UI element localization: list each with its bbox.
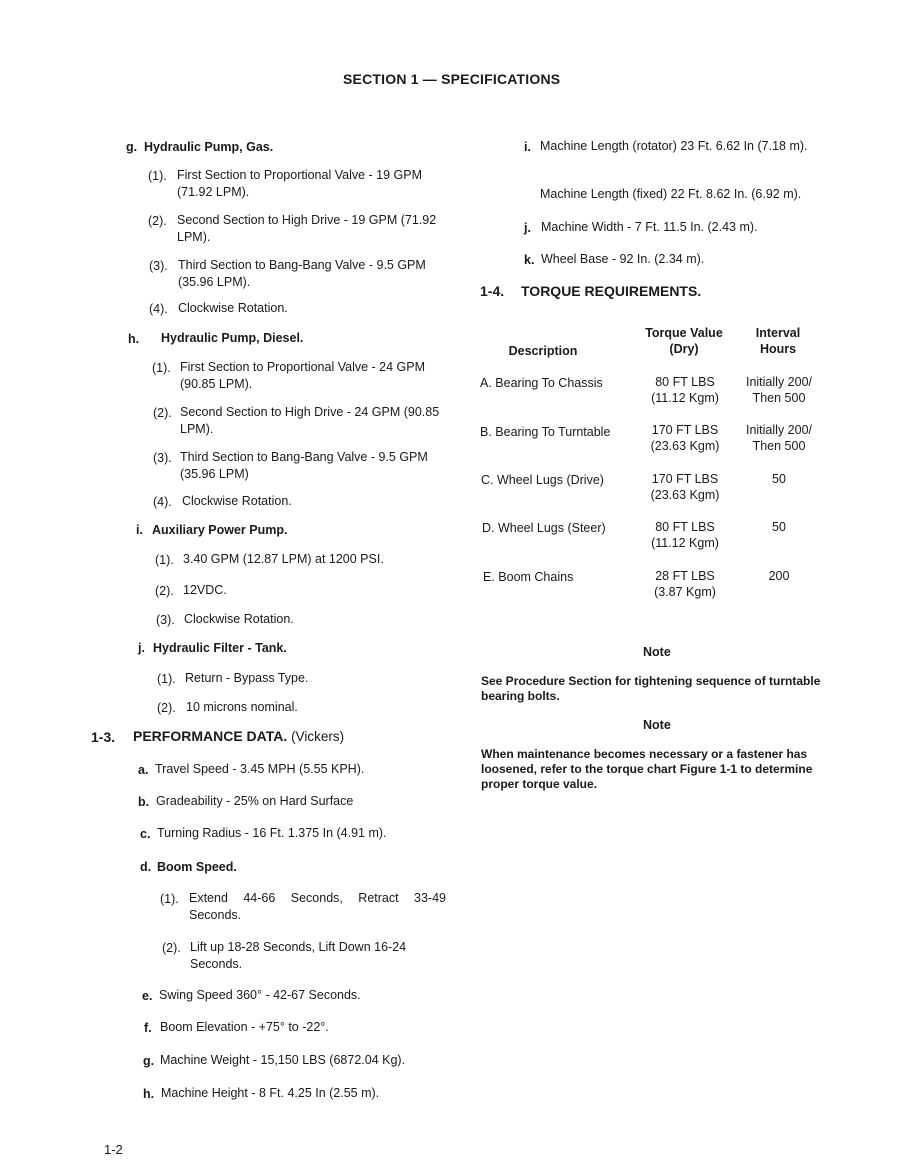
item-number: (3). [149,259,168,273]
item-number: (1). [157,672,176,686]
list-item: Second Section to High Drive - 24 GPM (90.85 LPM). [180,405,440,436]
perf-f-letter: f. [144,1021,152,1035]
section-title-text: PERFORMANCE DATA. [133,728,288,744]
table-cell-torque-metric: (11.12 Kgm) [651,536,719,550]
table-cell-torque-metric: (23.63 Kgm) [650,488,720,502]
table-cell-torque-metric: (23.63 Kgm) [650,439,720,453]
table-cell-description: B. Bearing To Turntable [480,425,611,439]
perf-d-label: Boom Speed. [157,860,237,874]
table-cell-torque: 80 FT LBS [655,520,715,534]
perf-g-text: Machine Weight - 15,150 LBS (6872.04 Kg). [160,1053,406,1067]
item-number: (2). [148,214,167,228]
table-cell-description: A. Bearing To Chassis [480,376,603,390]
spec-i-letter: i. [136,523,143,537]
list-item: First Section to Proportional Valve - 24 GPM (90.85 LPM). [180,360,426,391]
list-item: Third Section to Bang-Bang Valve - 9.5 GPM (35.96 LPM). [178,258,426,289]
list-item: Third Section to Bang-Bang Valve - 9.5 GPM (35.96 LPM) [180,450,428,481]
item-number: (2). [157,701,176,715]
perf-c-letter: c. [140,827,151,841]
note-heading: Note [643,718,671,732]
perf-e-letter: e. [142,989,153,1003]
perf-c-text: Turning Radius - 16 Ft. 1.375 In (4.91 m). [157,826,387,840]
section-number: 1-3. [91,729,116,745]
table-cell-interval: 50 [772,472,786,486]
list-item: 12VDC. [183,583,227,597]
item-number: (1). [160,892,179,906]
list-item: Clockwise Rotation. [184,612,294,626]
item-number: (4). [153,495,172,509]
perf-h-text: Machine Height - 8 Ft. 4.25 In (2.55 m). [161,1086,380,1100]
perf-a-letter: a. [138,763,149,777]
table-cell-description: C. Wheel Lugs (Drive) [481,473,604,487]
table-cell-torque: 80 FT LBS [655,375,715,389]
list-item: 3.40 GPM (12.87 LPM) at 1200 PSI. [183,552,384,566]
spec-right-k-text: Wheel Base - 92 In. (2.34 m). [541,252,705,266]
table-cell-interval-2: Then 500 [752,439,806,453]
list-item: 10 microns nominal. [186,700,298,714]
page-title: SECTION 1 — SPECIFICATIONS [343,71,561,87]
spec-h-letter: h. [128,332,140,346]
list-item: Lift up 18-28 Seconds, Lift Down 16-24 Seconds. [190,940,407,971]
note-text: See Procedure Section for tightening sequence of turntable bearing bolts. [481,674,821,703]
section-title [133,728,344,744]
note-heading: Note [643,645,671,659]
list-item: Extend 44-66 Seconds, Retract 33-49 Seconds. [189,891,446,922]
table-cell-description: D. Wheel Lugs (Steer) [482,521,606,535]
table-header-interval: Interval Hours [755,326,801,356]
spec-right-i-letter: i. [524,140,531,154]
item-number: (1). [155,553,174,567]
list-item: Second Section to High Drive - 19 GPM (71.92 LPM). [177,213,437,244]
table-cell-interval: 200 [768,569,790,583]
perf-f-text: Boom Elevation - +75° to -22°. [160,1020,329,1034]
spec-g-letter: g. [126,140,138,154]
spec-g-label: Hydraulic Pump, Gas. [144,140,274,154]
table-cell-interval: Initially 200/ [745,375,812,389]
table-cell-interval: Initially 200/ [745,423,812,437]
table-cell-interval-2: Then 500 [752,391,806,405]
spec-h-label: Hydraulic Pump, Diesel. [161,331,304,345]
spec-i-label: Auxiliary Power Pump. [152,523,288,537]
spec-j-label: Hydraulic Filter - Tank. [153,641,287,655]
page-number: 1-2 [104,1142,123,1157]
spec-right-j-text: Machine Width - 7 Ft. 11.5 In. (2.43 m). [541,220,758,234]
list-item: Clockwise Rotation. [178,301,288,315]
table-cell-torque-metric: (11.12 Kgm) [651,391,719,405]
spec-right-k-letter: k. [524,253,535,267]
table-cell-description: E. Boom Chains [483,570,574,584]
list-item: First Section to Proportional Valve - 19 GPM (71.92 LPM). [177,168,423,199]
section-number: 1-4. [480,283,505,299]
perf-h-letter: h. [143,1087,155,1101]
perf-a-text: Travel Speed - 3.45 MPH (5.55 KPH). [155,762,365,776]
table-cell-interval: 50 [772,520,786,534]
list-item: Return - Bypass Type. [185,671,309,685]
item-number: (2). [153,406,172,420]
table-cell-torque: 170 FT LBS [651,472,719,486]
spec-right-j-letter: j. [524,221,531,235]
table-cell-torque: 170 FT LBS [651,423,719,437]
perf-d-letter: d. [140,860,152,874]
table-cell-torque-metric: (3.87 Kgm) [654,585,716,599]
spec-right-i-text2: Machine Length (fixed) 22 Ft. 8.62 In. (6.92 m). [540,187,802,201]
table-header-torque: Torque Value (Dry) [645,326,723,356]
item-number: (3). [156,613,175,627]
item-number: (1). [148,169,167,183]
table-cell-torque: 28 FT LBS [655,569,715,583]
item-number: (4). [149,302,168,316]
perf-b-text: Gradeability - 25% on Hard Surface [156,794,354,808]
perf-e-text: Swing Speed 360° - 42-67 Seconds. [159,988,361,1002]
table-header-description: Description [508,344,578,358]
item-number: (2). [155,584,174,598]
perf-g-letter: g. [143,1054,155,1068]
item-number: (1). [152,361,171,375]
note-text: When maintenance becomes necessary or a fastener has loosened, refer to the torque chart Figure 1-1 to determine proper torque value. [481,747,813,791]
section-subtitle: (Vickers) [291,729,345,744]
list-item: Clockwise Rotation. [182,494,292,508]
spec-j-letter: j. [138,641,145,655]
item-number: (2). [162,941,181,955]
spec-right-i-text: Machine Length (rotator) 23 Ft. 6.62 In (7.18 m). [540,139,808,153]
item-number: (3). [153,451,172,465]
section-title: TORQUE REQUIREMENTS. [521,283,702,299]
perf-b-letter: b. [138,795,150,809]
